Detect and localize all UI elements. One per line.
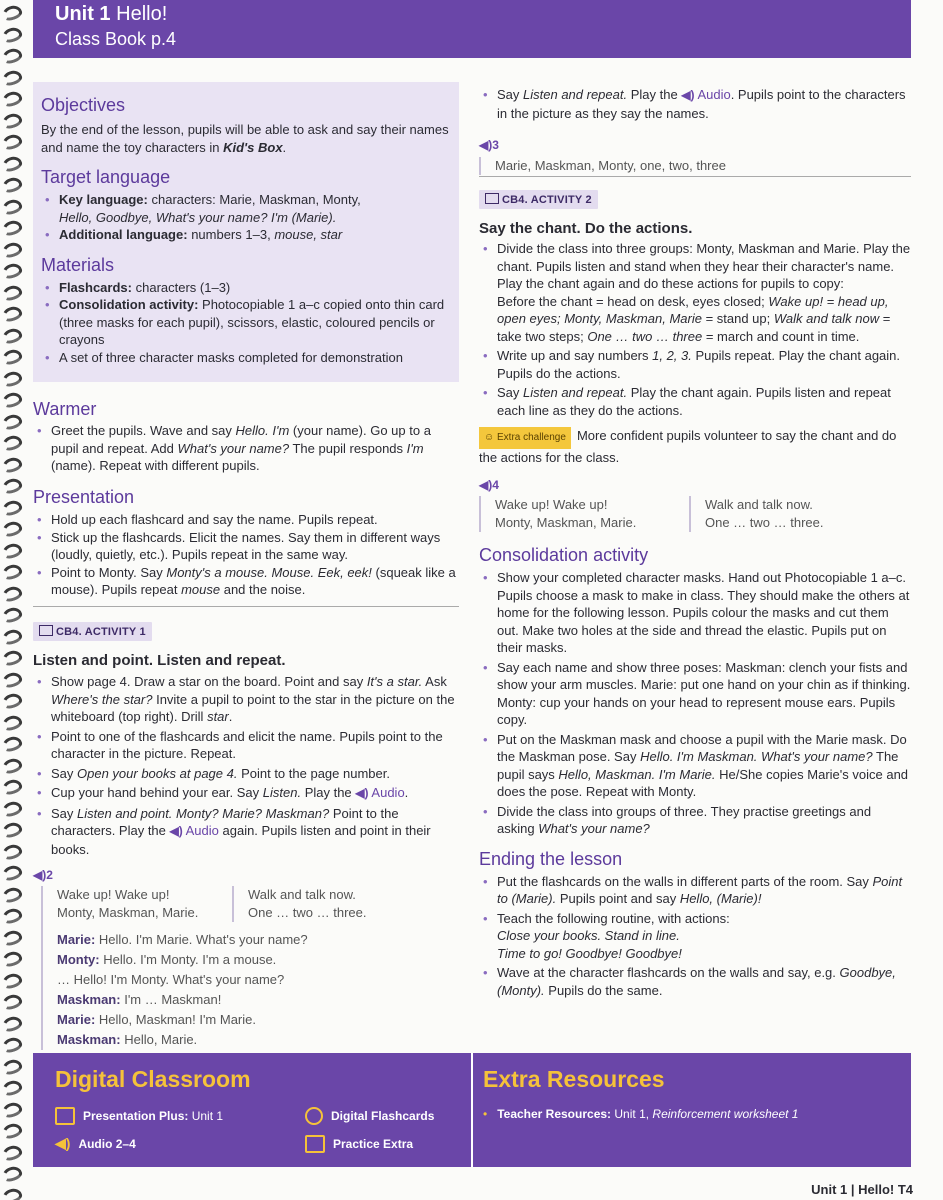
line: … Hello! I'm Monty. What's your name?	[57, 972, 285, 987]
pres-item-3	[33, 564, 459, 599]
a3a: Say	[51, 765, 78, 781]
key-language-item	[41, 191, 451, 226]
presentation-section	[33, 486, 459, 599]
binding-coil	[0, 412, 23, 431]
line: Hello, Marie.	[124, 1032, 198, 1047]
act1-item-4	[33, 784, 459, 803]
dialogue-line-5	[57, 1010, 459, 1030]
binding-coil	[0, 455, 23, 474]
binding-coil	[0, 3, 23, 22]
rt-a: Say	[497, 87, 524, 102]
p3e: and the noise.	[220, 582, 306, 597]
binding-coil	[0, 89, 23, 108]
presentation-plus-item[interactable]	[55, 1107, 223, 1125]
audio-icon[interactable]: ◀)	[479, 478, 493, 492]
a1d: Where's the star?	[51, 691, 153, 707]
presentation-plus-icon	[55, 1107, 75, 1125]
e1a: Put the flashcards on the walls in different parts of the room. Say	[497, 873, 873, 889]
tr-label: Teacher Resources:	[497, 1107, 612, 1121]
set-item	[41, 349, 451, 367]
line: Hello. I'm Marie. What's your name?	[98, 932, 308, 947]
binding-coil	[0, 498, 23, 517]
binding-coil	[0, 369, 23, 388]
pp-label: Presentation Plus:	[83, 1109, 189, 1123]
rt-c: Play the	[627, 87, 682, 102]
e1c: Pupils point and say	[556, 891, 680, 906]
audio-icon[interactable]: ◀)	[681, 88, 695, 102]
flash-text: Digital Flashcards	[331, 1109, 435, 1123]
e1d: Hello, (Marie)!	[679, 891, 762, 906]
audio2-chant	[57, 886, 459, 922]
rt-e: . Pupils point to the characters in the picture as they say the names.	[497, 87, 906, 121]
b1xc: = stand up;	[701, 311, 774, 326]
obj-a: By the end of the lesson, pupils will be able to ask and say their names and name the toy characters in	[41, 122, 449, 155]
e3a: Wave at the character flashcards on the walls and say, e.g.	[497, 965, 840, 980]
chant-right	[232, 886, 459, 922]
obj-c: .	[282, 139, 287, 155]
activity2-tag-text: CB4. ACTIVITY 2	[502, 194, 592, 206]
pres-item-1: • Hold up each flashcard and say the name. Pupils repeat.	[33, 511, 459, 529]
audio2-script	[41, 886, 459, 1050]
a5c: Point to the characters. Play the	[51, 805, 399, 838]
line: Hello. I'm Monty. I'm a mouse.	[103, 952, 277, 967]
divider-right	[479, 176, 911, 177]
b1xg: = march and count in time.	[702, 328, 860, 344]
audio-icon[interactable]: ◀)	[355, 786, 369, 800]
consolidation-item	[41, 296, 451, 349]
line: Hello, Maskman! I'm Marie.	[98, 1012, 256, 1027]
binding-coil	[0, 433, 23, 452]
chant-l1: Wake up! Wake up!	[57, 887, 170, 902]
line: I'm … Maskman!	[124, 992, 222, 1007]
binding-coil	[0, 304, 23, 323]
audio-link[interactable]: Audio	[371, 785, 405, 800]
activity1-heading: Listen and point. Listen and repeat.	[33, 652, 286, 669]
right-top-section	[479, 86, 911, 175]
activity1-list	[33, 673, 459, 858]
dialogue-line-2	[57, 950, 459, 970]
activity2-section	[479, 190, 911, 999]
objectives-text	[41, 121, 451, 156]
speaker: Marie:	[57, 1012, 96, 1027]
c3a: Put on the Maskman mask and choose a pupil with the Marie mask. Do the Maskman pose. Say	[497, 731, 907, 764]
binding-coil	[0, 648, 23, 667]
warmer-section	[33, 398, 459, 475]
binding-coil	[0, 326, 23, 345]
chant-l2: Monty, Maskman, Marie.	[57, 905, 199, 920]
page-header	[33, 0, 911, 58]
pres-item-2: • Stick up the flashcards. Elicit the names. Say them in different ways (loudly, quietly, etc.). Pupils repeat in the same way.	[33, 529, 459, 564]
binding-coil	[0, 132, 23, 151]
right-top-list	[479, 86, 911, 122]
practice-extra-icon	[305, 1135, 325, 1153]
practice-text: Practice Extra	[333, 1137, 414, 1151]
p3a: Point to Monty. Say	[51, 564, 167, 580]
act1-item-1	[33, 673, 459, 726]
warmer-heading: Warmer	[33, 399, 97, 419]
chant4-r1: Walk and talk now.	[705, 497, 813, 512]
c3c: The pupil says	[497, 749, 899, 782]
audio4-label	[479, 476, 911, 494]
key-text: characters: Marie, Maskman, Monty,	[151, 192, 361, 207]
a4b: Listen.	[262, 785, 302, 800]
binding-coil	[0, 261, 23, 280]
binding-coil	[0, 799, 23, 818]
a3c: Point to the page number.	[237, 765, 390, 781]
audio-link[interactable]: Audio	[697, 87, 731, 102]
a5e: again. Pupils listen and point in their books.	[51, 823, 431, 857]
a5b: Listen and point. Monty? Marie? Maskman?	[77, 805, 330, 821]
additional-language-item	[41, 226, 451, 244]
a1f: star	[207, 709, 229, 724]
dialogue-line-4	[57, 990, 459, 1010]
tr-text2: Reinforcement worksheet 1	[652, 1107, 799, 1121]
binding-coil	[0, 1100, 23, 1119]
audio3-label	[479, 136, 911, 154]
b1xb: Wake up! = head up, open eyes; Monty, Maskman, Marie	[497, 293, 889, 326]
audio3-num: 3	[492, 138, 499, 152]
binding-coil	[0, 154, 23, 173]
c3e: He/She copies Marie's voice and does the pose. Repeat with Monty.	[497, 766, 909, 799]
act2-item-2	[479, 347, 911, 382]
cons-item-2: • Say each name and show three poses: Maskman: clench your fists and show your arm muscles. Marie: put one hand on your chin as if thinking. Monty: cup your hands on your head to represent mouse ears. Pupils copy.	[479, 659, 911, 729]
a1c: Ask	[422, 674, 447, 689]
audio3-script: Marie, Maskman, Monty, one, two, three	[479, 157, 911, 175]
flash-text: characters (1–3)	[135, 279, 231, 295]
materials-list	[41, 279, 451, 367]
audio-text: Audio 2–4	[78, 1136, 136, 1151]
chant4-l1: Wake up! Wake up!	[495, 497, 608, 512]
presentation-list	[33, 511, 459, 599]
a1e: Invite a pupil to point to the star in the picture on the whiteboard (top right). Drill	[51, 691, 455, 724]
c4b: What's your name?	[538, 821, 650, 836]
warmer-list	[33, 422, 459, 475]
digital-classroom-box	[33, 1053, 471, 1167]
p3c: (squeak like a mouse). Pupils repeat	[51, 564, 456, 597]
objectives-box	[33, 82, 459, 382]
audio2-num: 2	[46, 868, 53, 882]
chant-r2: One … two … three.	[248, 905, 367, 920]
audio-icon[interactable]: ◀)	[169, 824, 183, 838]
binding-coil	[0, 347, 23, 366]
binding-coil	[0, 111, 23, 130]
flashcards-icon	[305, 1107, 323, 1125]
binding-coil	[0, 1121, 23, 1140]
w5: The pupil responds	[289, 440, 407, 456]
e3c: Pupils do the same.	[544, 982, 663, 998]
audio4-chant	[479, 496, 911, 532]
binding-coil	[0, 283, 23, 302]
binding-coil	[0, 68, 23, 87]
binding-coil	[0, 1035, 23, 1054]
digital-flashcards-item[interactable]	[305, 1107, 434, 1125]
page-footer: Unit 1 | Hello! T4	[811, 1182, 913, 1197]
binding-coil	[0, 562, 23, 581]
binding-coil	[0, 175, 23, 194]
binding-coil	[0, 863, 23, 882]
audio-icon: ◀)	[55, 1135, 71, 1151]
binding-coil	[0, 197, 23, 216]
unit-label: Unit 1	[55, 3, 111, 25]
w3: (your name). Go up to a pupil and repeat. Add	[51, 423, 431, 456]
book-icon	[485, 193, 499, 204]
e1b: Point to (Marie).	[497, 873, 903, 906]
b2b: 1, 2, 3.	[652, 348, 692, 363]
b1xe: = take two steps;	[497, 311, 891, 344]
binding-coil	[0, 842, 23, 861]
binding-coil	[0, 713, 23, 732]
act1-item-5	[33, 805, 459, 859]
act1-item-3	[33, 765, 459, 783]
c3d: Hello, Maskman. I'm Marie.	[558, 766, 716, 782]
rt-b: Listen and repeat.	[523, 87, 628, 102]
add-text2: mouse, star	[274, 227, 343, 242]
binding-coil	[0, 390, 23, 409]
chant4-right	[689, 496, 911, 532]
w2: Hello. I'm	[235, 423, 290, 438]
binding-coil	[0, 218, 23, 237]
cons-item-3	[479, 731, 911, 801]
binding-coil	[0, 1014, 23, 1033]
unit-title	[55, 2, 911, 26]
binding-coil	[0, 949, 23, 968]
e2: Teach the following routine, with actions:	[497, 910, 730, 926]
extra-challenge-tag: ☺ Extra challenge	[479, 427, 571, 449]
p3b: Monty's a mouse. Mouse. Eek, eek!	[166, 564, 372, 580]
binding-coil	[0, 820, 23, 839]
e2x1: Close your books. Stand in line.	[497, 928, 680, 943]
b3c: Play the chant again. Pupils listen and repeat each line as they do the actions.	[497, 385, 891, 418]
binding-coil	[0, 1057, 23, 1076]
e2x2: Time to go! Goodbye! Goodbye!	[497, 945, 682, 961]
p3d: mouse	[181, 582, 221, 597]
target-list	[41, 191, 451, 244]
b3a: Say	[497, 385, 524, 400]
b1: Divide the class into three groups: Monty, Maskman and Marie. Play the chant. Pupils listen and stand when they hear their character's name. Play the chant again and do these actions for pupils to copy:	[497, 241, 911, 291]
warmer-item	[33, 422, 459, 475]
audio-item[interactable]	[55, 1135, 136, 1152]
extra-text: More confident pupils volunteer to say the chant and do the actions for the class.	[479, 428, 897, 465]
dialogue-line-6	[57, 1030, 459, 1050]
activity1-section	[33, 622, 459, 858]
binding-coil	[0, 627, 23, 646]
binding-coil	[0, 734, 23, 753]
binding-coil	[0, 971, 23, 990]
b1xd: Walk and talk now	[773, 311, 880, 326]
w7: (name). Repeat with different pupils.	[51, 458, 260, 473]
extra-tag-text: Extra challenge	[497, 432, 566, 443]
consolidation-heading: Consolidation activity	[479, 545, 649, 565]
speaker: Marie:	[57, 932, 96, 947]
b1xf: One … two … three	[587, 328, 703, 344]
binding-coil	[0, 1186, 23, 1200]
cons-item-1: • Show your completed character masks. Hand out Photocopiable 1 a–c. Pupils choose a mask to make in class. They should make the others at home for the following lesson. Pupils colour the masks and cut them out. Make two holes at the side and thread the elastic. Pupils put on their masks.	[479, 569, 911, 657]
activity1-tag-text: CB4. ACTIVITY 1	[56, 626, 146, 638]
tr-text: Unit 1,	[614, 1107, 653, 1121]
binding-coil	[0, 906, 23, 925]
b2c: Pupils repeat. Play the chant again. Pupils do the actions.	[497, 348, 901, 381]
binding-coil	[0, 691, 23, 710]
audio2-dialogue	[57, 930, 459, 1050]
b3b: Listen and repeat.	[523, 385, 628, 400]
activity2-list	[479, 240, 911, 419]
a4e: .	[404, 785, 409, 800]
c4a: Divide the class into groups of three. They practise greetings and asking	[497, 803, 872, 836]
a1a: Show page 4. Draw a star on the board. Point and say	[51, 674, 367, 689]
extra-resources-box	[473, 1053, 911, 1167]
divider-left	[33, 606, 459, 607]
binding-coil	[0, 25, 23, 44]
c3b: Hello. I'm Maskman. What's your name?	[640, 749, 873, 764]
binding-coil	[0, 777, 23, 796]
cons-label: Consolidation activity:	[59, 297, 199, 312]
dialogue-line-3	[57, 970, 459, 990]
a4a: Cup your hand behind your ear. Say	[51, 785, 263, 800]
target-heading: Target language	[41, 167, 171, 187]
dialogue-line-1	[57, 930, 459, 950]
b2a: Write up and say numbers	[497, 348, 653, 363]
a1g: .	[228, 709, 233, 724]
set-text: A set of three character masks completed for demonstration	[59, 349, 403, 365]
chant-r1: Walk and talk now.	[248, 887, 356, 902]
cons-text: Photocopiable 1 a–c copied onto thin card (three masks for each pupil), scissors, elastic, coloured pencils or crayons	[59, 297, 445, 347]
materials-heading: Materials	[41, 254, 115, 275]
act2-item-3	[479, 384, 911, 419]
unit-name: Hello!	[116, 3, 168, 25]
book-icon	[39, 625, 53, 636]
obj-b: Kid's Box	[223, 139, 283, 155]
add-label: Additional language:	[59, 227, 188, 242]
a3b: Open your books at page 4.	[77, 765, 238, 781]
binding-coil	[0, 1143, 23, 1162]
ending-heading: Ending the lesson	[479, 848, 623, 869]
binding-coil	[0, 541, 23, 560]
binding-coil	[0, 240, 23, 259]
key-label: Key language:	[59, 192, 148, 207]
binding-coil	[0, 519, 23, 538]
digital-title: Digital Classroom	[55, 1066, 251, 1092]
extra-challenge	[479, 427, 911, 466]
chant4-r2: One … two … three.	[705, 515, 824, 530]
pp-text: Unit 1	[191, 1109, 224, 1123]
ending-list	[479, 873, 911, 1000]
presentation-heading: Presentation	[33, 487, 135, 507]
speaker: Maskman:	[57, 992, 121, 1007]
binding-coil	[0, 992, 23, 1011]
act1-item-2: • Point to one of the flashcards and elicit the name. Pupils point to the character in the picture. Repeat.	[33, 728, 459, 763]
flash-label: Flashcards:	[59, 279, 132, 295]
activity2-heading: Say the chant. Do the actions.	[479, 220, 693, 237]
speaker: Monty:	[57, 952, 100, 967]
audio2-label	[33, 866, 459, 884]
classbook-ref: Class Book p.4	[55, 29, 177, 49]
binding-coil	[0, 476, 23, 495]
binding-coil	[0, 1078, 23, 1097]
binding-coil	[0, 670, 23, 689]
a1b: It's a star.	[366, 674, 423, 689]
add-text: numbers 1–3,	[191, 227, 271, 242]
activity2-tag	[479, 190, 598, 209]
extra-resources-title: Extra Resources	[483, 1066, 665, 1092]
objectives-heading: Objectives	[41, 95, 126, 115]
flashcards-item	[41, 279, 451, 297]
cons-item-4	[479, 803, 911, 838]
end-item-3	[479, 964, 911, 999]
e3b: Goodbye, (Monty).	[497, 965, 896, 998]
speaker: Maskman:	[57, 1032, 121, 1047]
a5a: Say	[51, 805, 78, 821]
spiral-binding	[0, 0, 24, 1200]
binding-coil	[0, 605, 23, 624]
binding-coil	[0, 1164, 23, 1183]
binding-coil	[0, 756, 23, 775]
binding-coil	[0, 46, 23, 65]
activity1-tag	[33, 622, 152, 641]
act2-item-1	[479, 240, 911, 345]
audio-icon[interactable]: ◀)	[33, 868, 47, 882]
binding-coil	[0, 885, 23, 904]
a4c: Play the	[301, 785, 356, 800]
audio2-section	[33, 866, 459, 1050]
end-item-2	[479, 910, 911, 963]
key-text2: Hello, Goodbye, What's your name? I'm (Marie).	[59, 209, 337, 225]
chant4-l2: Monty, Maskman, Marie.	[495, 515, 637, 530]
consolidation-list	[479, 569, 911, 838]
practice-extra-item[interactable]	[305, 1135, 413, 1153]
right-top-item	[479, 86, 911, 122]
b1xa: Before the chant = head on desk, eyes closed;	[497, 293, 769, 309]
w4: What's your name?	[177, 440, 290, 456]
audio-link[interactable]: Audio	[185, 823, 219, 838]
end-item-1	[479, 873, 911, 908]
binding-coil	[0, 928, 23, 947]
audio4-num: 4	[492, 478, 499, 492]
w1: Greet the pupils. Wave and say	[51, 423, 236, 438]
binding-coil	[0, 584, 23, 603]
w6: I'm	[406, 440, 424, 456]
teacher-resources-item[interactable]	[483, 1107, 911, 1121]
audio-icon[interactable]: ◀)	[479, 138, 493, 152]
chant4-left	[479, 496, 701, 532]
